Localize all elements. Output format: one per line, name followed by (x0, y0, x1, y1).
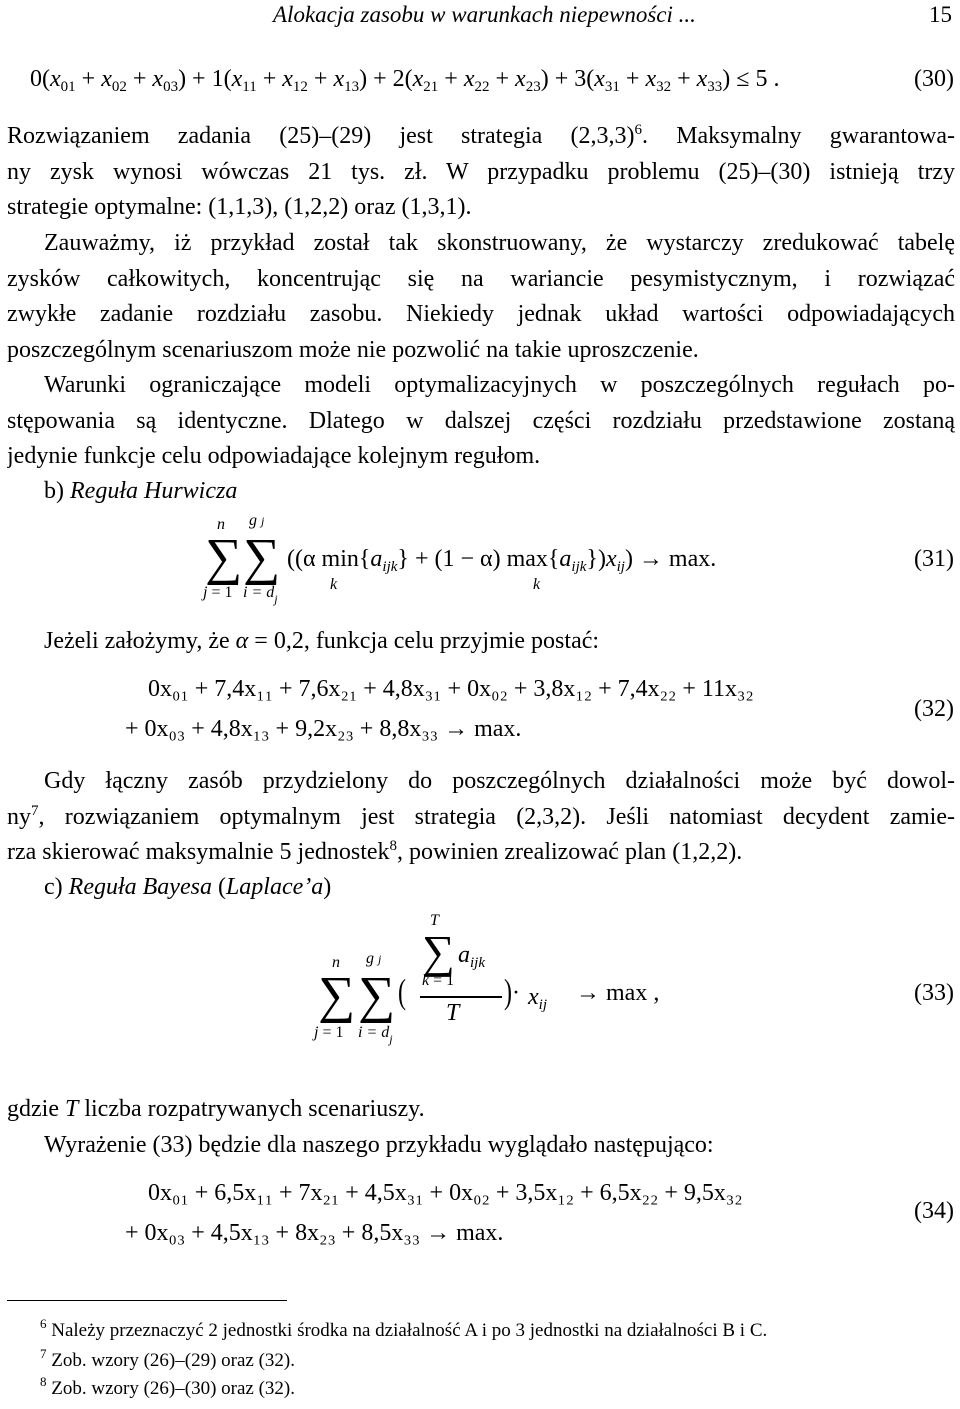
section-heading-c: c) Reguła Bayesa (Laplace’a) (44, 874, 332, 900)
sum-symbol: ∑ (358, 967, 396, 1024)
text-line: ny zysk wynosi wówczas 21 tys. zł. W przypadku problemu (25)–(30) istnieją trzy (7, 158, 955, 185)
footnote: $^7$ Zob. wzory (26)–(29) oraz (32). (40, 1346, 295, 1371)
footnote-ref: 6 (634, 122, 642, 138)
equation-30-body: $0(x_{01} + x_{02} + x_{03}) + 1(x_{11} + x_{12} + x_{13}) + 2(x_{21} + x_{22} + x_{23}) + 3(x_{31} + x_{32} + x_{33}) \le 5$ . (30, 66, 780, 95)
paragraph (7, 226, 955, 368)
running-title: Alokacja zasobu w warunkach niepewności ... (273, 2, 696, 27)
equation-33: n ∑ j = 1 g j ∑ $i = d_j$ ( T ∑ k = 1 $a_{ijk}$ T ) · $x_{ij}$ → max , (33) (314, 912, 954, 1046)
equation-number: (31) (914, 546, 954, 572)
paragraph (7, 119, 955, 226)
equation-32 (0, 676, 960, 756)
page-number: 15 (929, 2, 952, 27)
equation-31: n ∑ j = 1 g j ∑ $i = d_j$ ((α $\min\{a_{ijk}\} + (1 - \alpha) \max\{a_{ijk}\})x_{ij}) \to \max$. k k (31) (203, 512, 954, 606)
sum-symbol: ∑ (422, 926, 455, 977)
footnote-ref: 8 (389, 838, 398, 854)
equation-line: 0x₀₁ + 6,5x₁₁ + 7x₂₁ + 4,5x₃₁ + 0x₀₂ + 3,5x₁₂ + 6,5x₂₂ + 9,5x₃₂ (148, 1180, 743, 1206)
equation-34 (0, 1180, 960, 1260)
sum-symbol: ∑ (318, 967, 356, 1024)
equation-number: (32) (914, 696, 954, 722)
footnote-separator (7, 1300, 287, 1301)
text-line: zwykłe zadanie rozdziału zasobu. Niekiedy jednak układ wartości odpowiadających (7, 301, 955, 327)
running-header (0, 2, 960, 32)
text-line: Warunki ograniczające modeli optymalizacyjnych w poszczególnych regułach po- (44, 372, 955, 398)
paragraph: gdzie T liczba rozpatrywanych scenariuszy. Wyrażenie (33) będzie dla naszego przykładu wyglądało następująco: (7, 1096, 714, 1158)
text-line: Zauważmy, iż przykład został tak skonstruowany, że wystarczy zredukować tabelę (44, 230, 955, 256)
equation-line: 0x₀₁ + 7,4x₁₁ + 7,6x₂₁ + 4,8x₃₁ + 0x₀₂ + 3,8x₁₂ + 7,4x₂₂ + 11x₃₂ (148, 676, 754, 702)
text-line: strategie optymalne: (1,1,3), (1,2,2) oraz (1,3,1). (7, 194, 472, 220)
equation-line: + 0x₀₃ + 4,5x₁₃ + 8x₂₃ + 8,5x₃₃ → max. (125, 1220, 504, 1246)
equation-number: (30) (914, 66, 954, 92)
footnote: $^8$ Zob. wzory (26)–(30) oraz (32). (40, 1374, 295, 1399)
text-line: jedynie funkcje celu odpowiadające kolejnym regułom. (7, 443, 541, 469)
paragraph (7, 764, 955, 871)
equation-number: (33) (914, 980, 954, 1006)
sum-symbol: ∑ (243, 529, 281, 586)
text-line: Rozwiązaniem zadania (25)–(29) jest strategia $(2,3,3)^6$. Maksymalny gwarantowa- (7, 122, 955, 149)
sum-symbol: ∑ (205, 529, 243, 586)
text-line: poszczególnym scenariuszom może nie pozwolić na takie uproszczenie. (7, 336, 699, 363)
equation-line: + 0x₀₃ + 4,8x₁₃ + 9,2x₂₃ + 8,8x₃₃ → max. (125, 716, 522, 742)
text-line: stępowania są identyczne. Dlatego w dalszej części rozdziału przedstawione zostaną (7, 407, 955, 434)
paragraph: Jeżeli założymy, że α = 0,2, funkcja celu przyjmie postać: (44, 628, 600, 654)
text-line: Gdy łączny zasób przydzielony do poszczególnych działalności może być dowol- (44, 768, 955, 794)
section-heading-b: b) Reguła Hurwicza (44, 478, 238, 504)
text-line: $ny^7$, rozwiązaniem optymalnym jest strategia (2,3,2). Jeśli natomiast decydent zamie- (7, 802, 955, 830)
footnote-ref: 7 (31, 802, 39, 819)
text-line: rza skierować maksymalnie 5 jednostek$^8$, powinien zrealizować plan (1,2,2). (7, 838, 743, 865)
paragraph (7, 368, 955, 475)
text-line: zysków całkowitych, koncentrując się na wariancie pesymistycznym, i rozwiązać (7, 265, 955, 292)
equation-number: (34) (914, 1198, 954, 1224)
footnote: $^6$ Należy przeznaczyć 2 jednostki środka na działalność A i po 3 jednostki na działalności B i C. (40, 1316, 768, 1341)
